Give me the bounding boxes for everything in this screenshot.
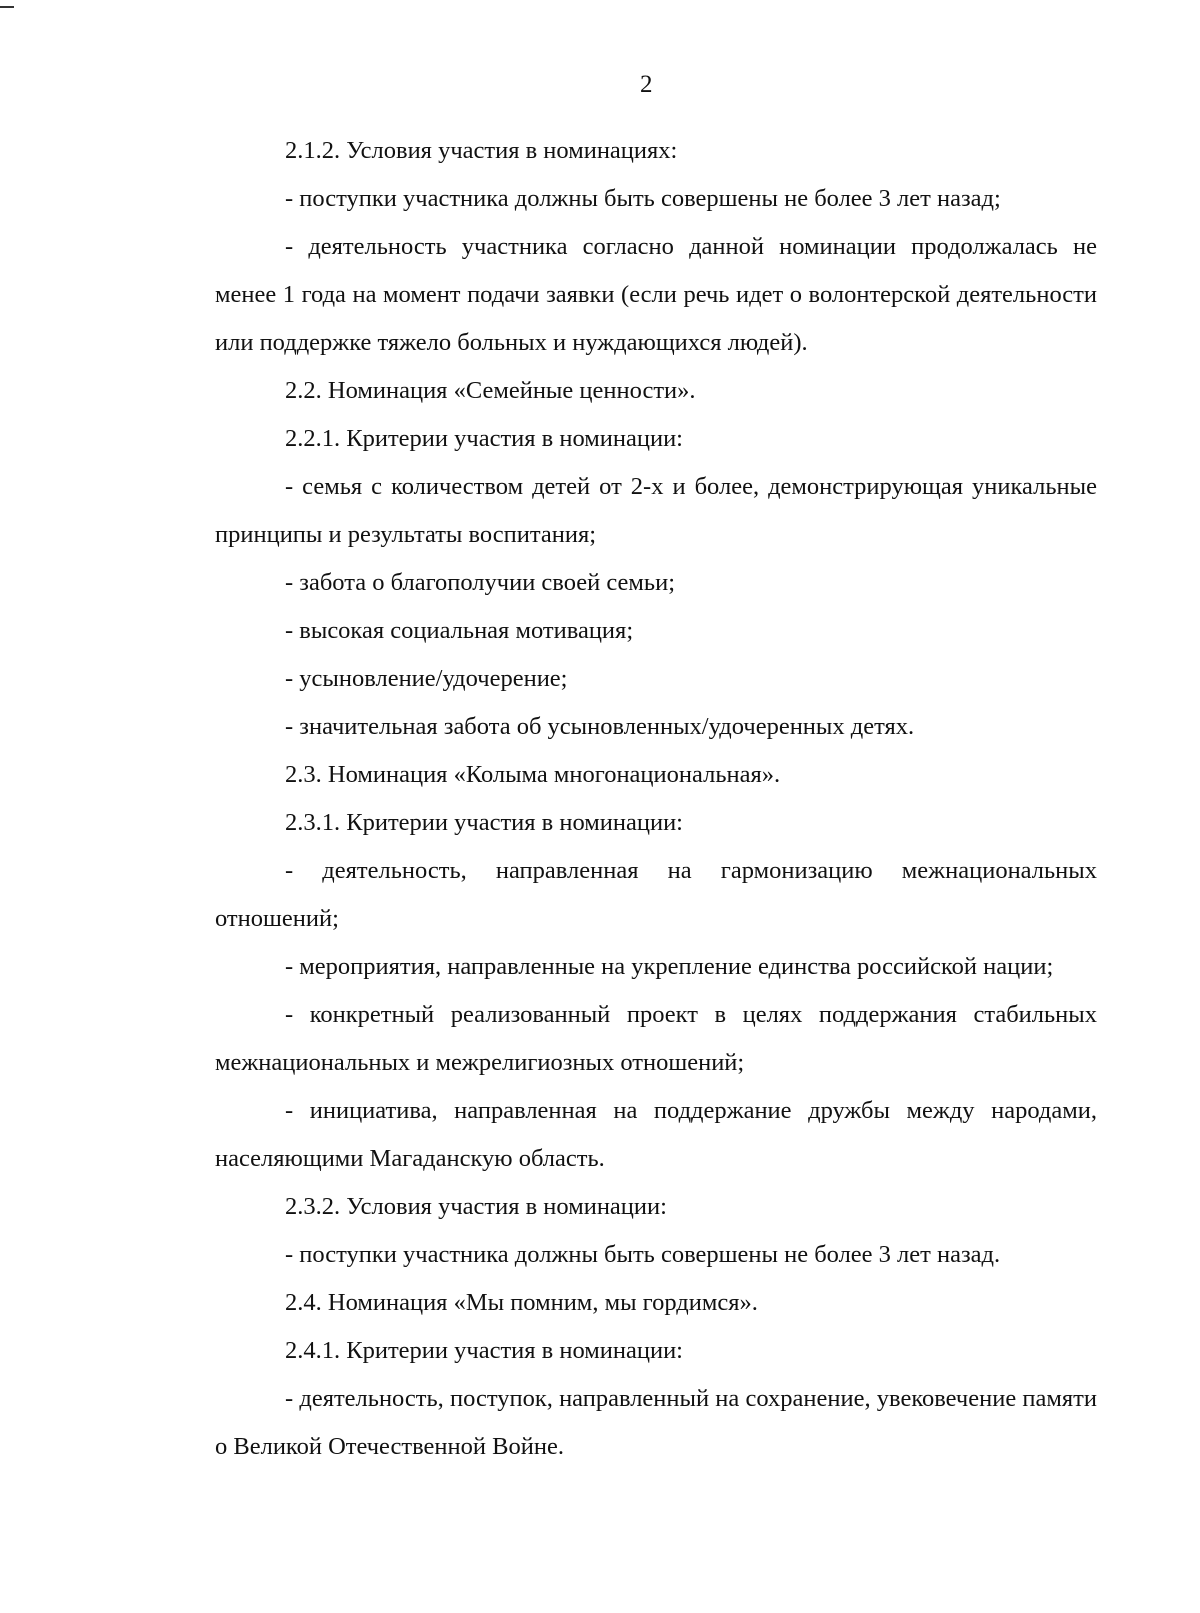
scan-corner-mark — [0, 6, 14, 8]
paragraph-list-item: - поступки участника должны быть совершены не более 3 лет назад. — [285, 1241, 1001, 1268]
paragraph-list-item: - семья с количеством детей от 2-х и более, демонстрирующая уникальные принципы и результаты воспитания; — [215, 473, 1097, 548]
paragraph-list-item: - деятельность, поступок, направленный на сохранение, увековечение памяти о Великой Отечественной Войне. — [215, 1385, 1097, 1460]
paragraph-list-item: - усыновление/удочерение; — [285, 665, 568, 692]
paragraph-list-item: - высокая социальная мотивация; — [285, 617, 634, 644]
paragraph-list-item: - инициатива, направленная на поддержание дружбы между народами, населяющими Магаданскую область. — [215, 1097, 1097, 1172]
paragraph-list-item: - поступки участника должны быть совершены не более 3 лет назад; — [285, 185, 1001, 212]
paragraph-list-item: - значительная забота об усыновленных/удочеренных детях. — [285, 713, 915, 740]
paragraph-list-item: - забота о благополучии своей семьи; — [285, 569, 676, 596]
page-number: 2 — [640, 71, 653, 98]
paragraph-2-3-heading: 2.3. Номинация «Колыма многонациональная». — [285, 761, 781, 788]
paragraph-list-item: - мероприятия, направленные на укрепление единства российской нации; — [285, 953, 1054, 980]
paragraph-list-item: - деятельность участника согласно данной номинации продолжалась не менее 1 года на момент подачи заявки (если речь идет о волонтерской деятельности или поддержке тяжело больных и нуждающихся людей). — [215, 233, 1097, 356]
paragraph-2-4-heading: 2.4. Номинация «Мы помним, мы гордимся». — [285, 1289, 758, 1316]
paragraph-2-3-1-heading: 2.3.1. Критерии участия в номинации: — [285, 809, 683, 836]
paragraph-2-2-1-heading: 2.2.1. Критерии участия в номинации: — [285, 425, 683, 452]
paragraph-list-item: - деятельность, направленная на гармонизацию межнациональных отношений; — [215, 857, 1097, 932]
paragraph-2-1-2-heading: 2.1.2. Условия участия в номинациях: — [285, 137, 678, 164]
paragraph-2-2-heading: 2.2. Номинация «Семейные ценности». — [285, 377, 696, 404]
paragraph-2-3-2-heading: 2.3.2. Условия участия в номинации: — [285, 1193, 667, 1220]
document-body — [215, 127, 1097, 1471]
paragraph-list-item: - конкретный реализованный проект в целях поддержания стабильных межнациональных и межрелигиозных отношений; — [215, 1001, 1097, 1076]
paragraph-2-4-1-heading: 2.4.1. Критерии участия в номинации: — [285, 1337, 683, 1364]
